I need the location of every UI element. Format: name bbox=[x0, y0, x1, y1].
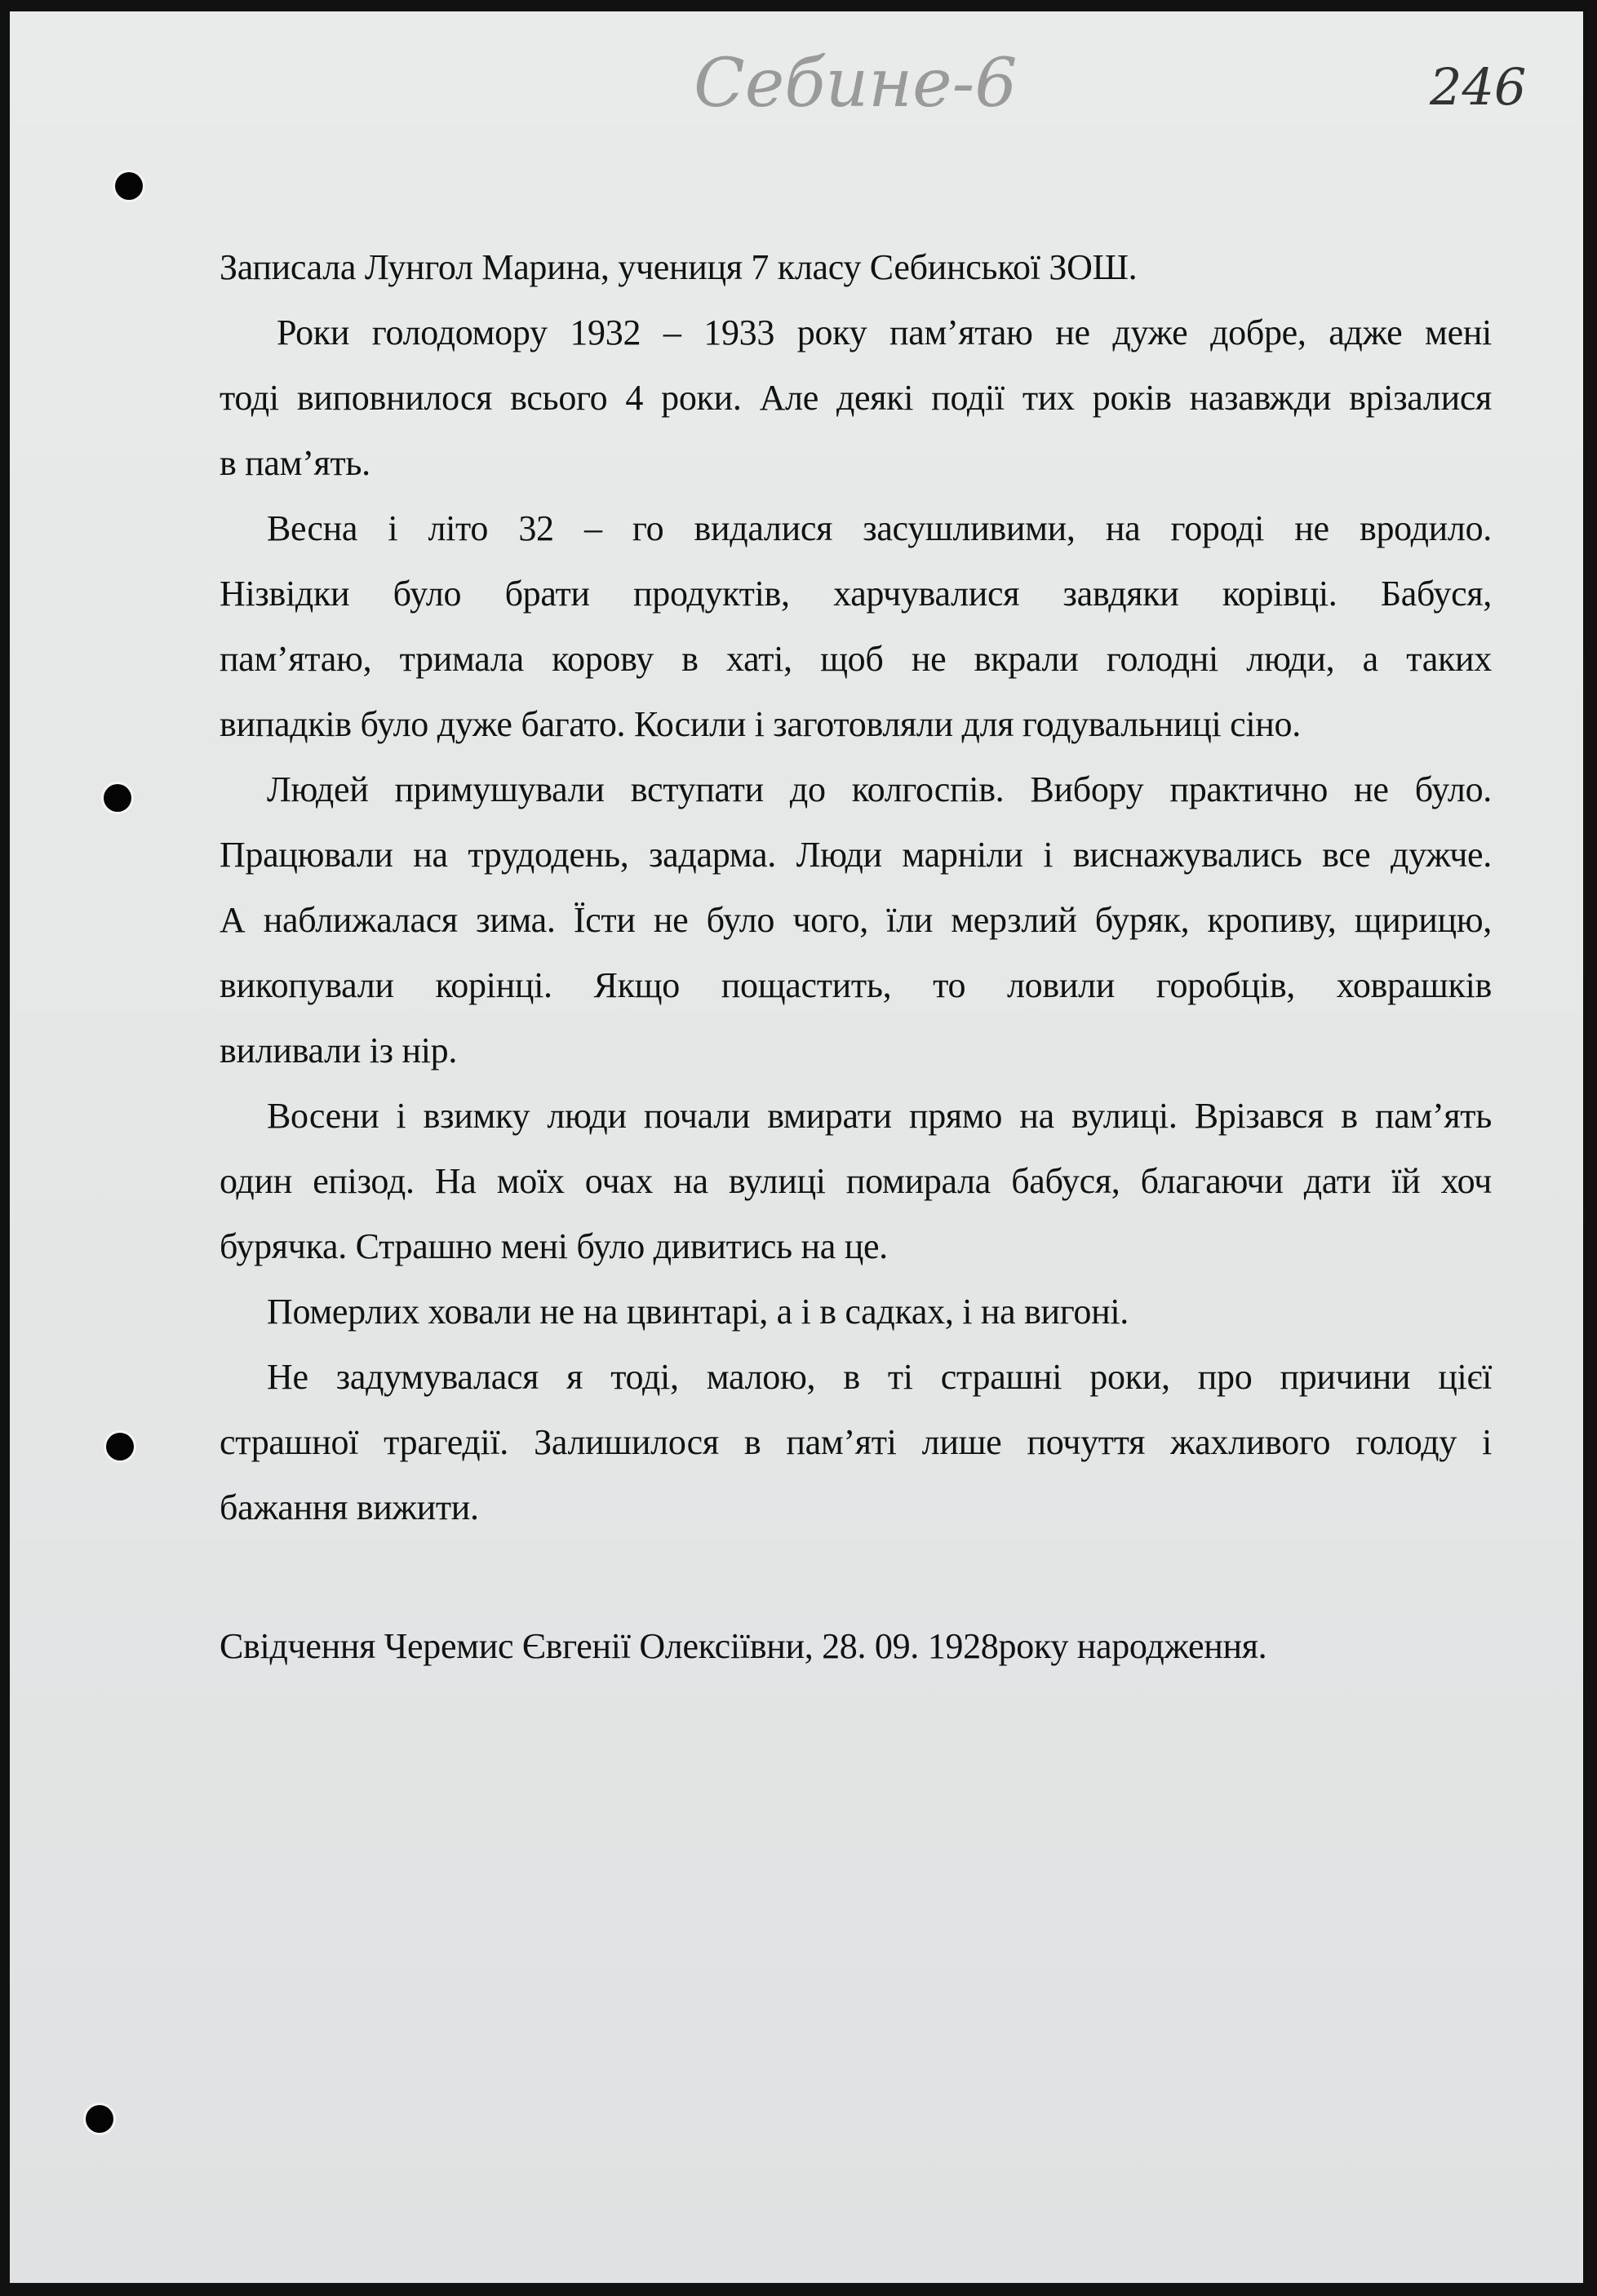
punch-hole bbox=[104, 784, 131, 812]
text-line: в пам’ять. bbox=[220, 443, 370, 483]
recorder-line: Записала Лунгол Марина, учениця 7 класу Себинської ЗОШ. bbox=[220, 247, 1138, 287]
text-line: страшної трагедії. Залишилося в пам’яті лише почуття жахливого голоду і bbox=[220, 1422, 1492, 1462]
text-line: тоді виповнилося всього 4 роки. Але деякі події тих років назавжди врізалися bbox=[220, 378, 1492, 418]
text-line: бурячка. Страшно мені було дивитись на це. bbox=[220, 1226, 888, 1266]
text-line: Людей примушували вступати до колгоспів. Вибору практично не було. bbox=[267, 769, 1492, 809]
text-line: один епізод. На моїх очах на вулиці помирала бабуся, благаючи дати їй хоч bbox=[220, 1161, 1492, 1201]
text-line: Роки голодомору 1932 – 1933 року пам’ятаю не дуже добре, адже мені bbox=[277, 312, 1492, 352]
text-line: Не задумувалася я тоді, малою, в ті страшні роки, про причини цієї bbox=[267, 1357, 1492, 1397]
text-line: Нізвідки було брати продуктів, харчувалися завдяки корівці. Бабуся, bbox=[220, 574, 1492, 614]
punch-hole bbox=[106, 1433, 134, 1460]
text-line: виливали із нір. bbox=[220, 1031, 458, 1070]
text-line: бажання вижити. bbox=[220, 1487, 479, 1527]
text-line: викопували корінці. Якщо пощастить, то ловили горобців, ховрашків bbox=[220, 965, 1492, 1005]
punch-hole bbox=[86, 2105, 113, 2133]
text-line: випадків було дуже багато. Косили і заготовляли для годувальниці сіно. bbox=[220, 704, 1301, 744]
text-line: Померлих ховали не на цвинтарі, а і в садках, і на вигоні. bbox=[267, 1292, 1129, 1332]
text-line: Працювали на трудодень, задарма. Люди марніли і виснажувались все дужче. bbox=[220, 835, 1492, 875]
text-line: А наближалася зима. Їсти не було чого, їли мерзлий буряк, кропиву, щирицю, bbox=[220, 900, 1492, 940]
witness-line: Свідчення Черемис Євгенії Олексіївни, 28. 09. 1928року народження. bbox=[220, 1626, 1267, 1666]
text-line: пам’ятаю, тримала корову в хаті, щоб не вкрали голодні люди, а таких bbox=[220, 639, 1492, 679]
punch-hole bbox=[115, 172, 143, 200]
handwritten-village-note: Себине-6 bbox=[694, 45, 1018, 122]
text-line: Весна і літо 32 – го видалися засушливими, на городі не вродило. bbox=[267, 508, 1492, 548]
text-line: Восени і взимку люди почали вмирати прямо на вулиці. Врізався в пам’ять bbox=[267, 1096, 1492, 1136]
page-number: 246 bbox=[1430, 57, 1527, 117]
